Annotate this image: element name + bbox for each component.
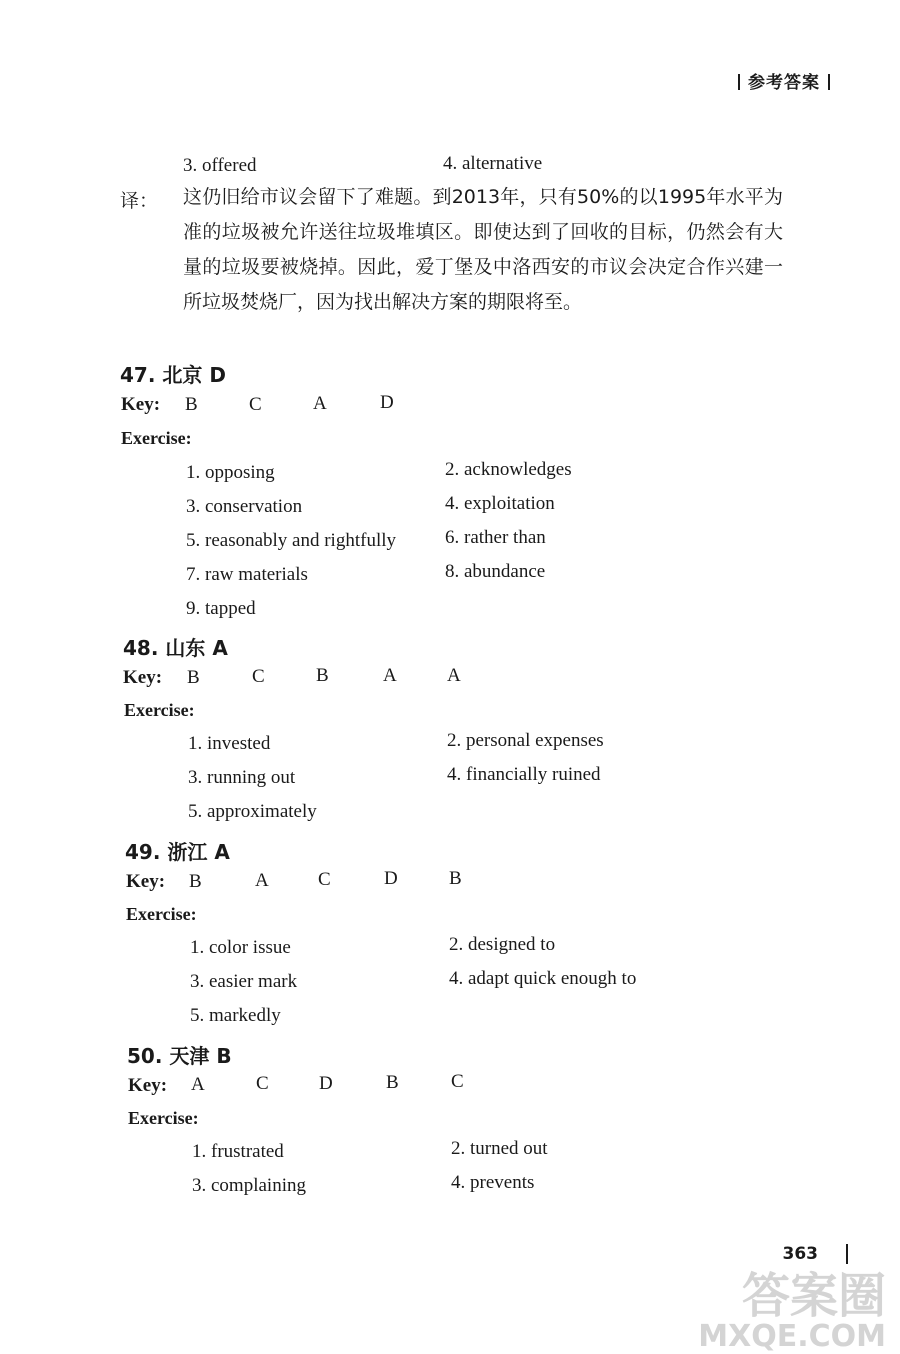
exercise-item: 4. prevents	[451, 1172, 535, 1193]
header-title: 参考答案	[748, 73, 820, 93]
exercise-item: 3. complaining	[192, 1175, 306, 1196]
header-right-bar	[828, 74, 830, 90]
exercise-item: 8. abundance	[445, 561, 546, 582]
key-answer: C	[249, 394, 262, 415]
exercise-item: 4. exploitation	[445, 493, 555, 514]
key-answer: A	[313, 393, 327, 414]
watermark-logo	[698, 1268, 886, 1354]
exercise-item: 2. turned out	[451, 1138, 548, 1159]
key-answer: A	[383, 665, 397, 686]
exercise-item: 1. opposing	[186, 462, 275, 483]
exercise-item: 6. rather than	[445, 527, 546, 548]
key-label: Key:	[128, 1075, 168, 1096]
header-left-bar	[738, 74, 740, 90]
exercise-item: 5. markedly	[190, 1005, 281, 1026]
key-answer: C	[256, 1073, 269, 1094]
key-answer: B	[449, 868, 462, 889]
key-answer: B	[189, 871, 202, 892]
key-answer: A	[191, 1074, 205, 1095]
key-answer: C	[451, 1071, 464, 1092]
key-label: Key:	[126, 871, 166, 892]
key-answer: C	[318, 869, 331, 890]
key-answer: D	[319, 1073, 333, 1094]
key-answer: A	[447, 665, 461, 686]
exercise-item: 5. reasonably and rightfully	[186, 530, 397, 551]
exercise-item: 2. designed to	[449, 934, 556, 955]
exercise-item: 2. personal expenses	[447, 730, 604, 751]
exercise-label: Exercise:	[126, 904, 197, 924]
exercise-item: 7. raw materials	[186, 564, 308, 585]
exercise-label: Exercise:	[128, 1108, 199, 1128]
exercise-label: Exercise:	[121, 428, 192, 448]
key-label: Key:	[123, 667, 163, 688]
key-answer: B	[386, 1072, 399, 1093]
key-answer: C	[252, 666, 265, 687]
key-answer: B	[316, 665, 329, 686]
page-number-rule	[846, 1244, 848, 1264]
watermark-line1: 答案圈	[741, 1268, 886, 1324]
key-answer: B	[185, 394, 198, 415]
key-answer: D	[380, 392, 394, 413]
exercise-item: 4. financially ruined	[447, 764, 601, 785]
exercise-item: 1. frustrated	[192, 1141, 284, 1162]
exercise-item: 5. approximately	[188, 801, 317, 822]
exercise-item: 2. acknowledges	[445, 459, 572, 480]
section-title: 50. 天津 B	[127, 1044, 232, 1068]
exercise-item: 1. color issue	[190, 937, 291, 958]
exercise-item: 4. alternative	[443, 153, 543, 174]
exercise-item: 4. adapt quick enough to	[449, 968, 637, 989]
translation-text: 这仍旧给市议会留下了难题。到2013年，只有50%的以1995年水平为准的垃圾被允许送往垃圾堆填区。即使达到了回收的目标，仍然会有大量的垃圾要被烧掉。因此，爱丁堡及中洛西安的市议会决定合作兴建一所垃圾焚烧厂，因为找出解决方案的期限将至。	[183, 186, 783, 313]
key-answer: A	[255, 870, 269, 891]
key-label: Key:	[121, 394, 161, 415]
running-header	[730, 68, 838, 93]
exercise-item: 1. invested	[188, 733, 271, 754]
exercise-label: Exercise:	[124, 700, 195, 720]
translation-label: 译：	[120, 190, 159, 212]
page-number: 363	[782, 1244, 818, 1264]
exercise-item: 9. tapped	[186, 598, 256, 619]
watermark-line2: MXQE.COM	[698, 1319, 886, 1354]
section-title: 49. 浙江 A	[125, 840, 230, 864]
key-answer: D	[384, 868, 398, 889]
section-title: 47. 北京 D	[120, 363, 226, 387]
exercise-item: 3. running out	[188, 767, 296, 788]
section-title: 48. 山东 A	[123, 636, 228, 660]
exercise-item: 3. easier mark	[190, 971, 298, 992]
key-answer: B	[187, 667, 200, 688]
exercise-item: 3. offered	[183, 155, 257, 176]
exercise-item: 3. conservation	[186, 496, 303, 517]
